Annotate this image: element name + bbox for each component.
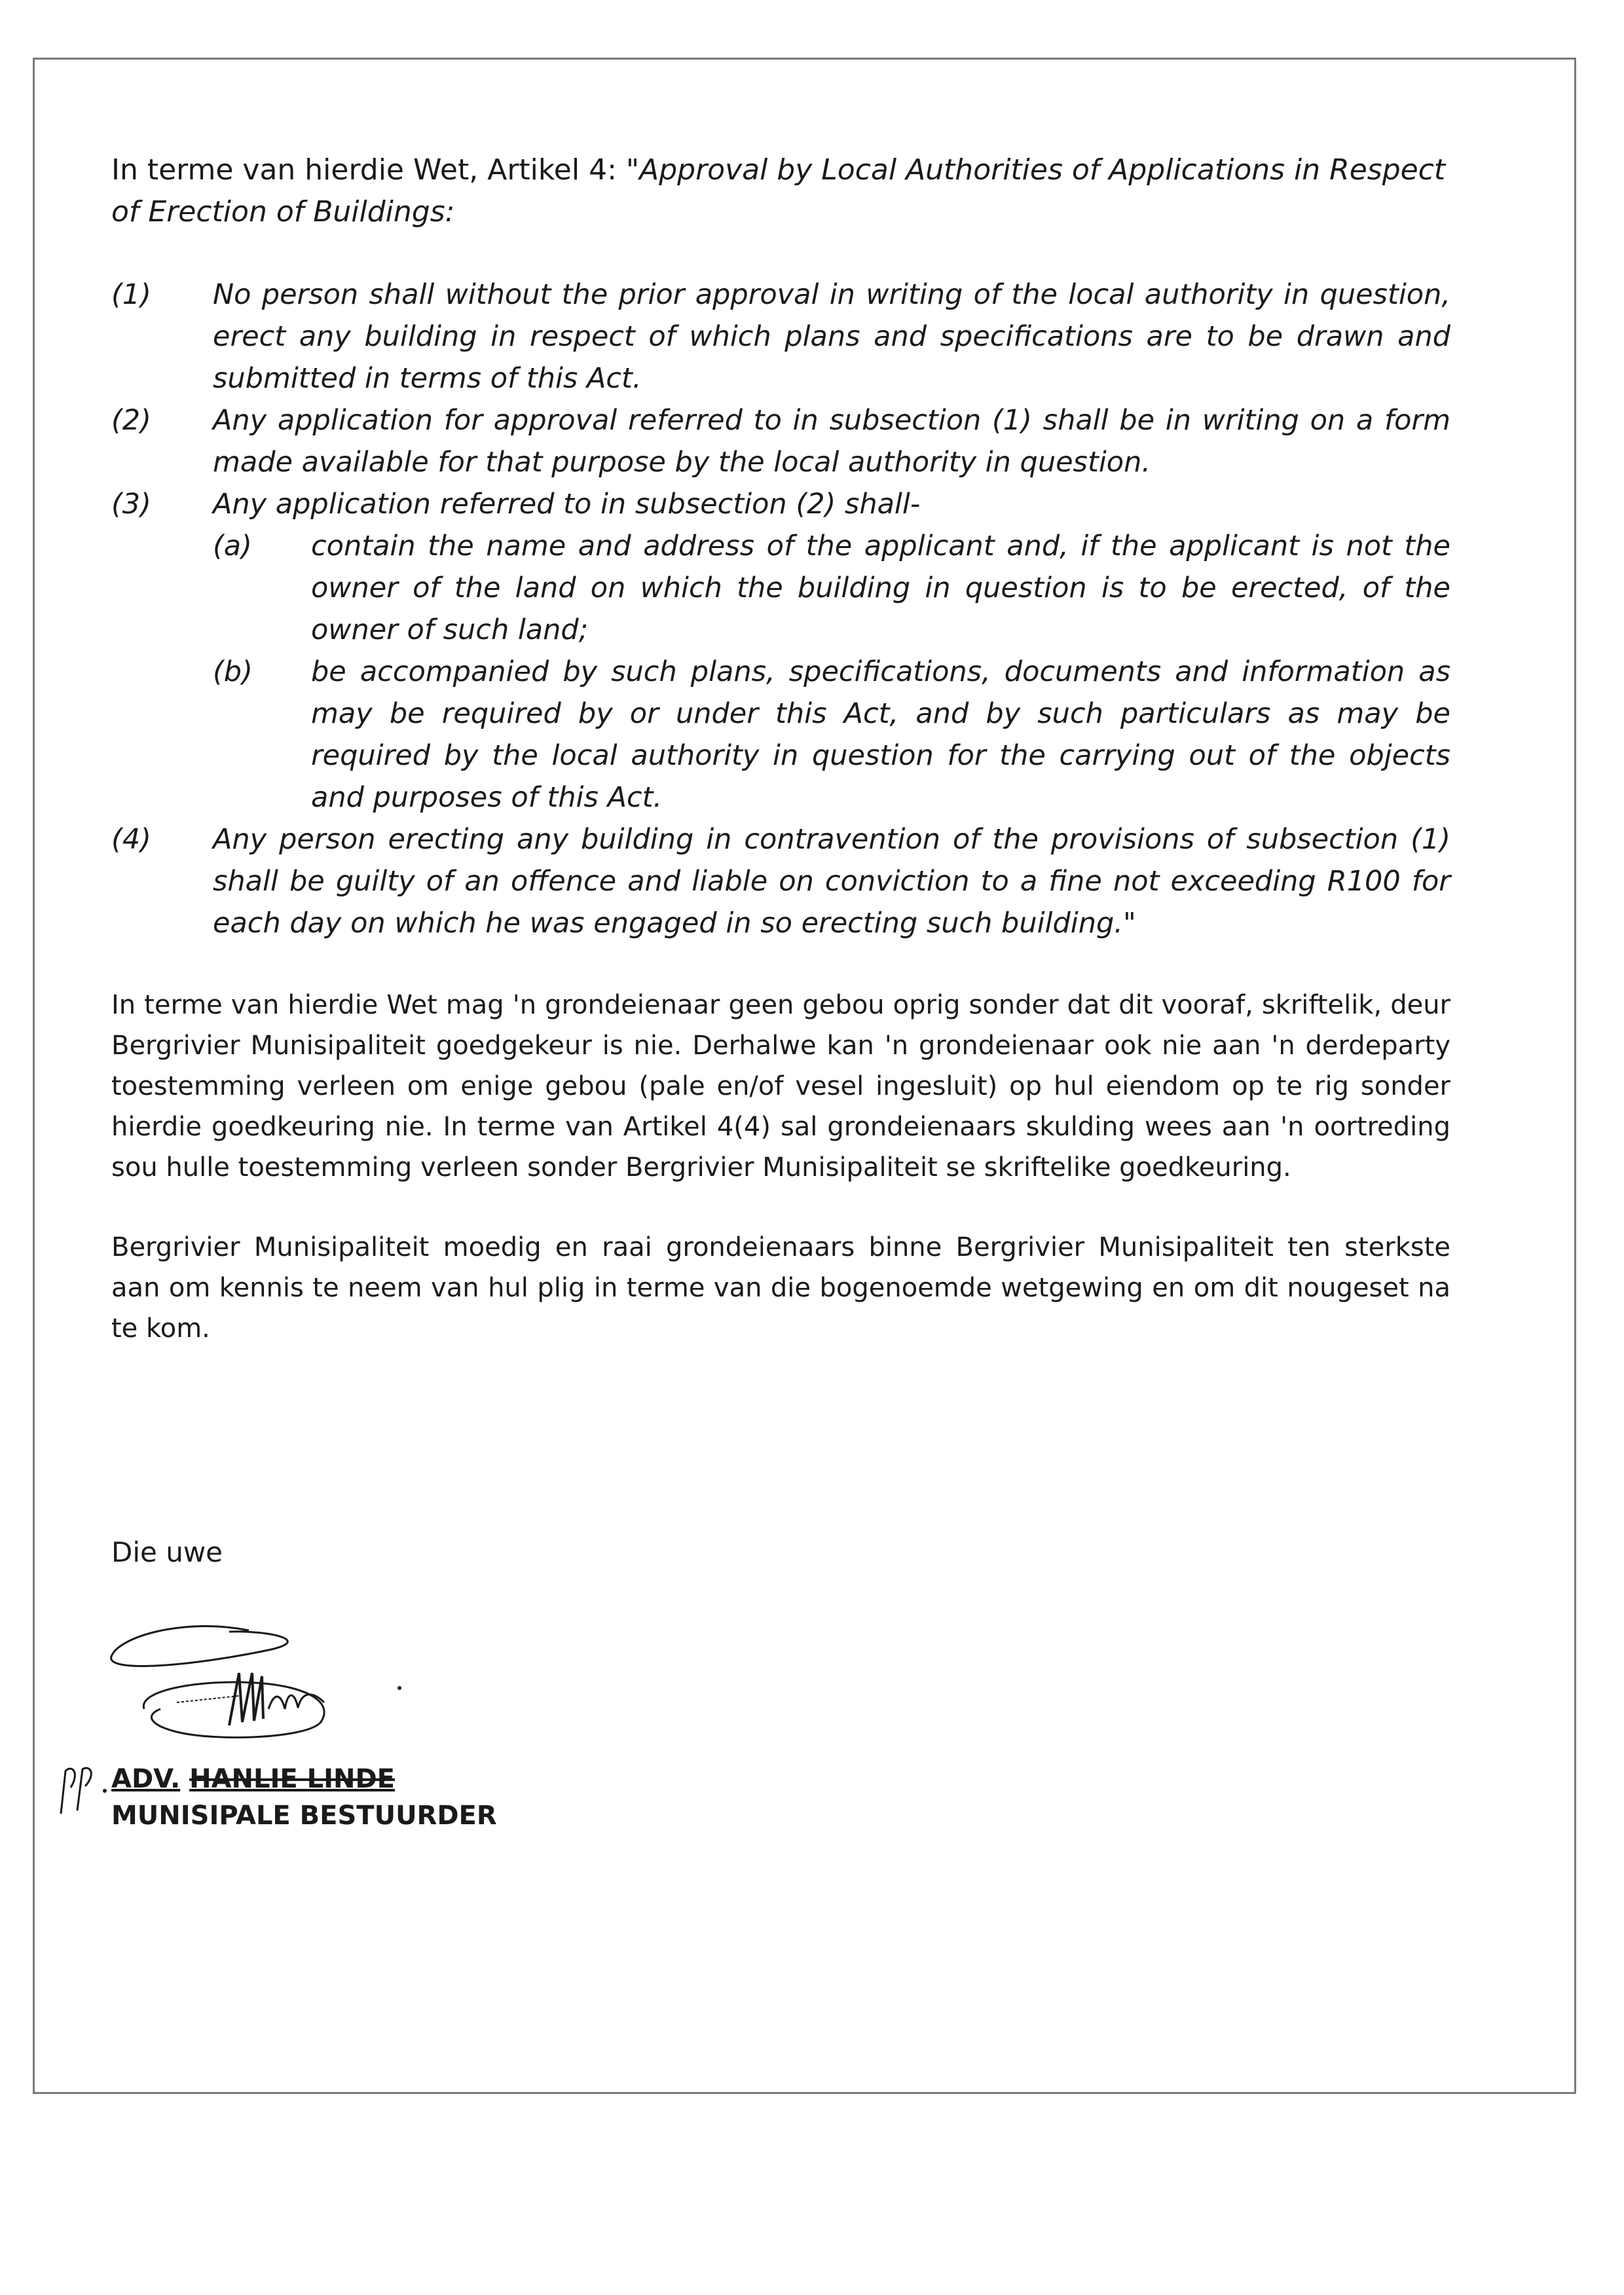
subsection-text: Any person erecting any building in contravention of the provisions of subsection (1) shall be guilty of an offence and liable on conviction to a fine not exceeding R100 for each day on which he was engaged in so erecting such building.": [213, 823, 1450, 940]
subsection-number: (1): [111, 278, 151, 311]
subsection-3b: [213, 651, 1450, 818]
subitem-text: be accompanied by such plans, specifications, documents and information as may be required by or under this Act, and by such particulars as may be required by the local authority in question for the carrying out of the objects and purposes of this Act.: [311, 655, 1450, 814]
intro-plain: In terme van hierdie Wet, Artikel 4:: [111, 153, 626, 187]
signatory-name: [111, 1761, 395, 1797]
subsection-text: No person shall without the prior approval in writing of the local authority in question, erect any building in respect of which plans and specifications are to be drawn and submitted in terms of this Act.: [213, 278, 1450, 395]
subsection-text: Any application for approval referred to in subsection (1) shall be in writing on a form made available for that purpose by the local authority in question.: [213, 404, 1450, 479]
letter-body: [111, 149, 1450, 1349]
subsection-number: (3): [111, 488, 151, 521]
closing-salutation: Die uwe: [111, 1536, 223, 1568]
signature-scribble: [98, 1611, 439, 1765]
subsection-4: [111, 818, 1450, 944]
subsection-1: [111, 274, 1450, 399]
subsection-number: (4): [111, 823, 151, 856]
intro-quote-title: "Approval by Local Authorities of Applications in Respect of Erection of Buildings:: [111, 153, 1446, 229]
intro-paragraph: [111, 149, 1450, 233]
signatory-name-text: HANLIE LINDE: [189, 1764, 395, 1794]
subsection-3: [111, 483, 1450, 525]
subsection-3a: [213, 525, 1450, 651]
paragraph-approval-required: In terme van hierdie Wet mag 'n grondeienaar geen gebou oprig sonder dat dit vooraf, skriftelik, deur Bergrivier Munisipaliteit goedgekeur is nie. Derhalwe kan 'n grondeienaar ook nie aan 'n derdeparty toestemming verleen om enige gebou (pale en/of vesel ingesluit) op hul eiendom op te rig sonder hierdie goedkeuring nie. In terme van Artikel 4(4) sal grondeienaars skulding wees aan 'n oortreding sou hulle toestemming verleen sonder Bergrivier Munisipaliteit se skriftelike goedkeuring.: [111, 990, 1450, 1183]
signatory-prefix: ADV.: [111, 1764, 181, 1794]
subitem-letter: (a): [213, 530, 252, 562]
paragraph-encouragement: Bergrivier Munisipaliteit moedig en raai grondeienaars binne Bergrivier Munisipaliteit ten sterkste aan om kennis te neem van hul plig in terme van die bogenoemde wetgewing en om dit nougeset na te kom.: [111, 1232, 1450, 1344]
subitem-letter: (b): [213, 655, 253, 688]
pp-mark-handwritten: [51, 1761, 113, 1820]
signatory-title: MUNISIPALE BESTUURDER: [111, 1801, 497, 1831]
subsection-2: [111, 399, 1450, 483]
pp-mark-glyph: [51, 1761, 113, 1820]
subitem-text: contain the name and address of the applicant and, if the applicant is not the owner of the land on which the building in question is to be erected, of the owner of such land;: [311, 530, 1450, 646]
subsection-text: Any application referred to in subsection (2) shall-: [213, 488, 921, 521]
subsection-number: (2): [111, 404, 151, 437]
